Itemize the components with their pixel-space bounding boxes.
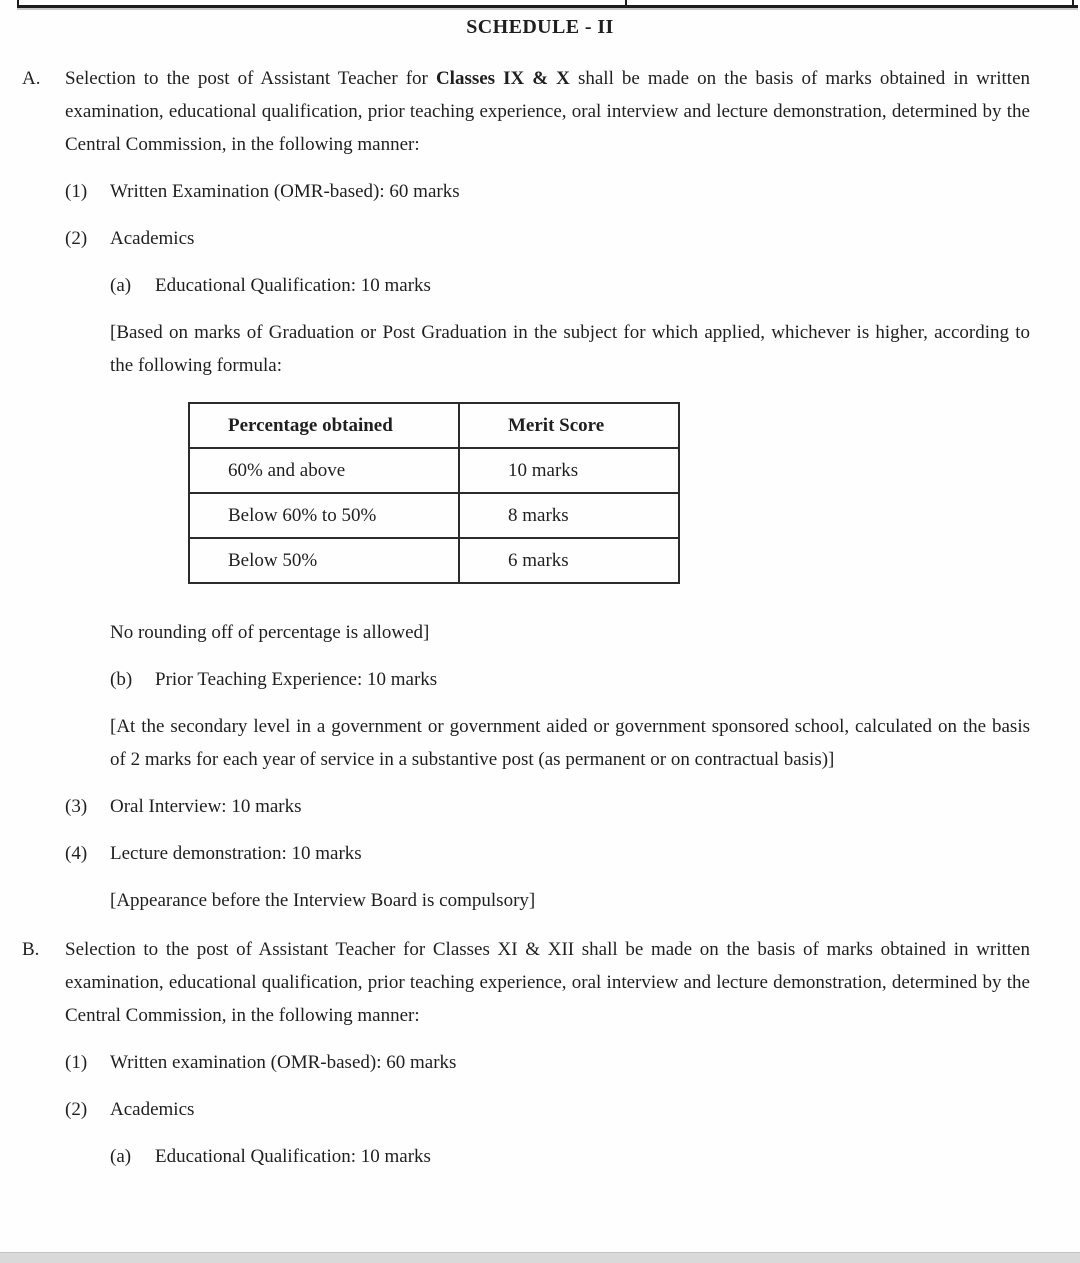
section-a-item-3	[65, 790, 1080, 823]
section-a-item-2	[65, 222, 1080, 255]
table-cell: Below 50%	[189, 538, 459, 583]
table-border-left-stub	[17, 0, 19, 8]
item-number: (2)	[65, 228, 88, 249]
section-a-intro-prefix: Selection to the post of Assistant Teacher for	[65, 68, 436, 89]
table-header-row	[189, 403, 679, 448]
item-text: Academics	[110, 1099, 195, 1120]
section-a-intro-bold-classes: Classes IX & X	[435, 68, 570, 89]
section-b-item-1	[65, 1046, 1080, 1079]
table-cell: 6 marks	[459, 538, 679, 583]
rounding-note: No rounding off of percentage is allowed]	[110, 622, 430, 643]
item-text: Oral Interview: 10 marks	[110, 796, 302, 817]
item-text: Educational Qualification: 10 marks	[155, 275, 431, 296]
section-a-intro	[65, 62, 1030, 161]
item-text: Academics	[110, 228, 195, 249]
scan-shadow-line	[17, 8, 1078, 10]
table-row	[189, 493, 679, 538]
section-b-intro: Selection to the post of Assistant Teacher for Classes XI & XII shall be made on the basis of marks obtained in written examination, educational qualification, prior teaching experience, oral interview and lecture demonstration, determined by the Central Commission, in the following manner:	[65, 939, 1030, 1026]
item-number: (1)	[65, 1052, 88, 1073]
teaching-experience-note: [At the secondary level in a government or government aided or government sponsored school, calculated on the basis of 2 marks for each year of service in a substantive post (as permanent or on contractual basis)]	[110, 716, 1030, 770]
scan-bottom-strip	[0, 1252, 1080, 1263]
table-cell: 10 marks	[459, 448, 679, 493]
table-border-column-divider-stub	[625, 0, 627, 8]
item-number: (4)	[65, 843, 88, 864]
section-a-label: A.	[22, 68, 41, 89]
section-b-label: B.	[22, 939, 40, 960]
document-title: SCHEDULE - II	[466, 16, 614, 38]
section-a-item-2a	[110, 269, 1080, 302]
item-text: Lecture demonstration: 10 marks	[110, 843, 362, 864]
section-b-item-2a	[110, 1140, 1080, 1173]
table-row	[189, 538, 679, 583]
section-b-item-2	[65, 1093, 1080, 1126]
table-border-right-stub	[1072, 0, 1074, 8]
table-header-merit-score: Merit Score	[459, 403, 679, 448]
previous-table-bottom-border	[0, 0, 1080, 12]
item-number: (a)	[110, 1146, 132, 1167]
item-text: Educational Qualification: 10 marks	[155, 1146, 431, 1167]
table-row	[189, 448, 679, 493]
section-a-paragraph	[0, 62, 1080, 161]
item-number: (2)	[65, 1099, 88, 1120]
table-cell: 8 marks	[459, 493, 679, 538]
merit-score-table	[188, 402, 680, 584]
section-b-paragraph	[0, 933, 1080, 1032]
formula-note: [Based on marks of Graduation or Post Graduation in the subject for which applied, whichever is higher, according to the following formula:	[110, 322, 1030, 376]
item-number: (3)	[65, 796, 88, 817]
section-a-intro-suffix: shall be made on the basis of marks obtained in written examination, educational qualification, prior teaching experience, oral interview and lecture demonstration, determined by the Central Commission, in the following manner:	[65, 68, 1031, 155]
item-text: Written examination (OMR-based): 60 marks	[110, 1052, 457, 1073]
item-number: (a)	[110, 275, 132, 296]
item-number: (b)	[110, 669, 133, 690]
section-a-item-1	[65, 175, 1080, 208]
table-header-percentage: Percentage obtained	[189, 403, 459, 448]
table-cell: 60% and above	[189, 448, 459, 493]
section-a-item-2b	[110, 663, 1080, 696]
item-number: (1)	[65, 181, 88, 202]
item-text: Written Examination (OMR-based): 60 marks	[110, 181, 460, 202]
table-cell: Below 60% to 50%	[189, 493, 459, 538]
item-text: Prior Teaching Experience: 10 marks	[155, 669, 438, 690]
appearance-note: [Appearance before the Interview Board is compulsory]	[110, 890, 536, 911]
section-a-item-4	[65, 837, 1080, 870]
